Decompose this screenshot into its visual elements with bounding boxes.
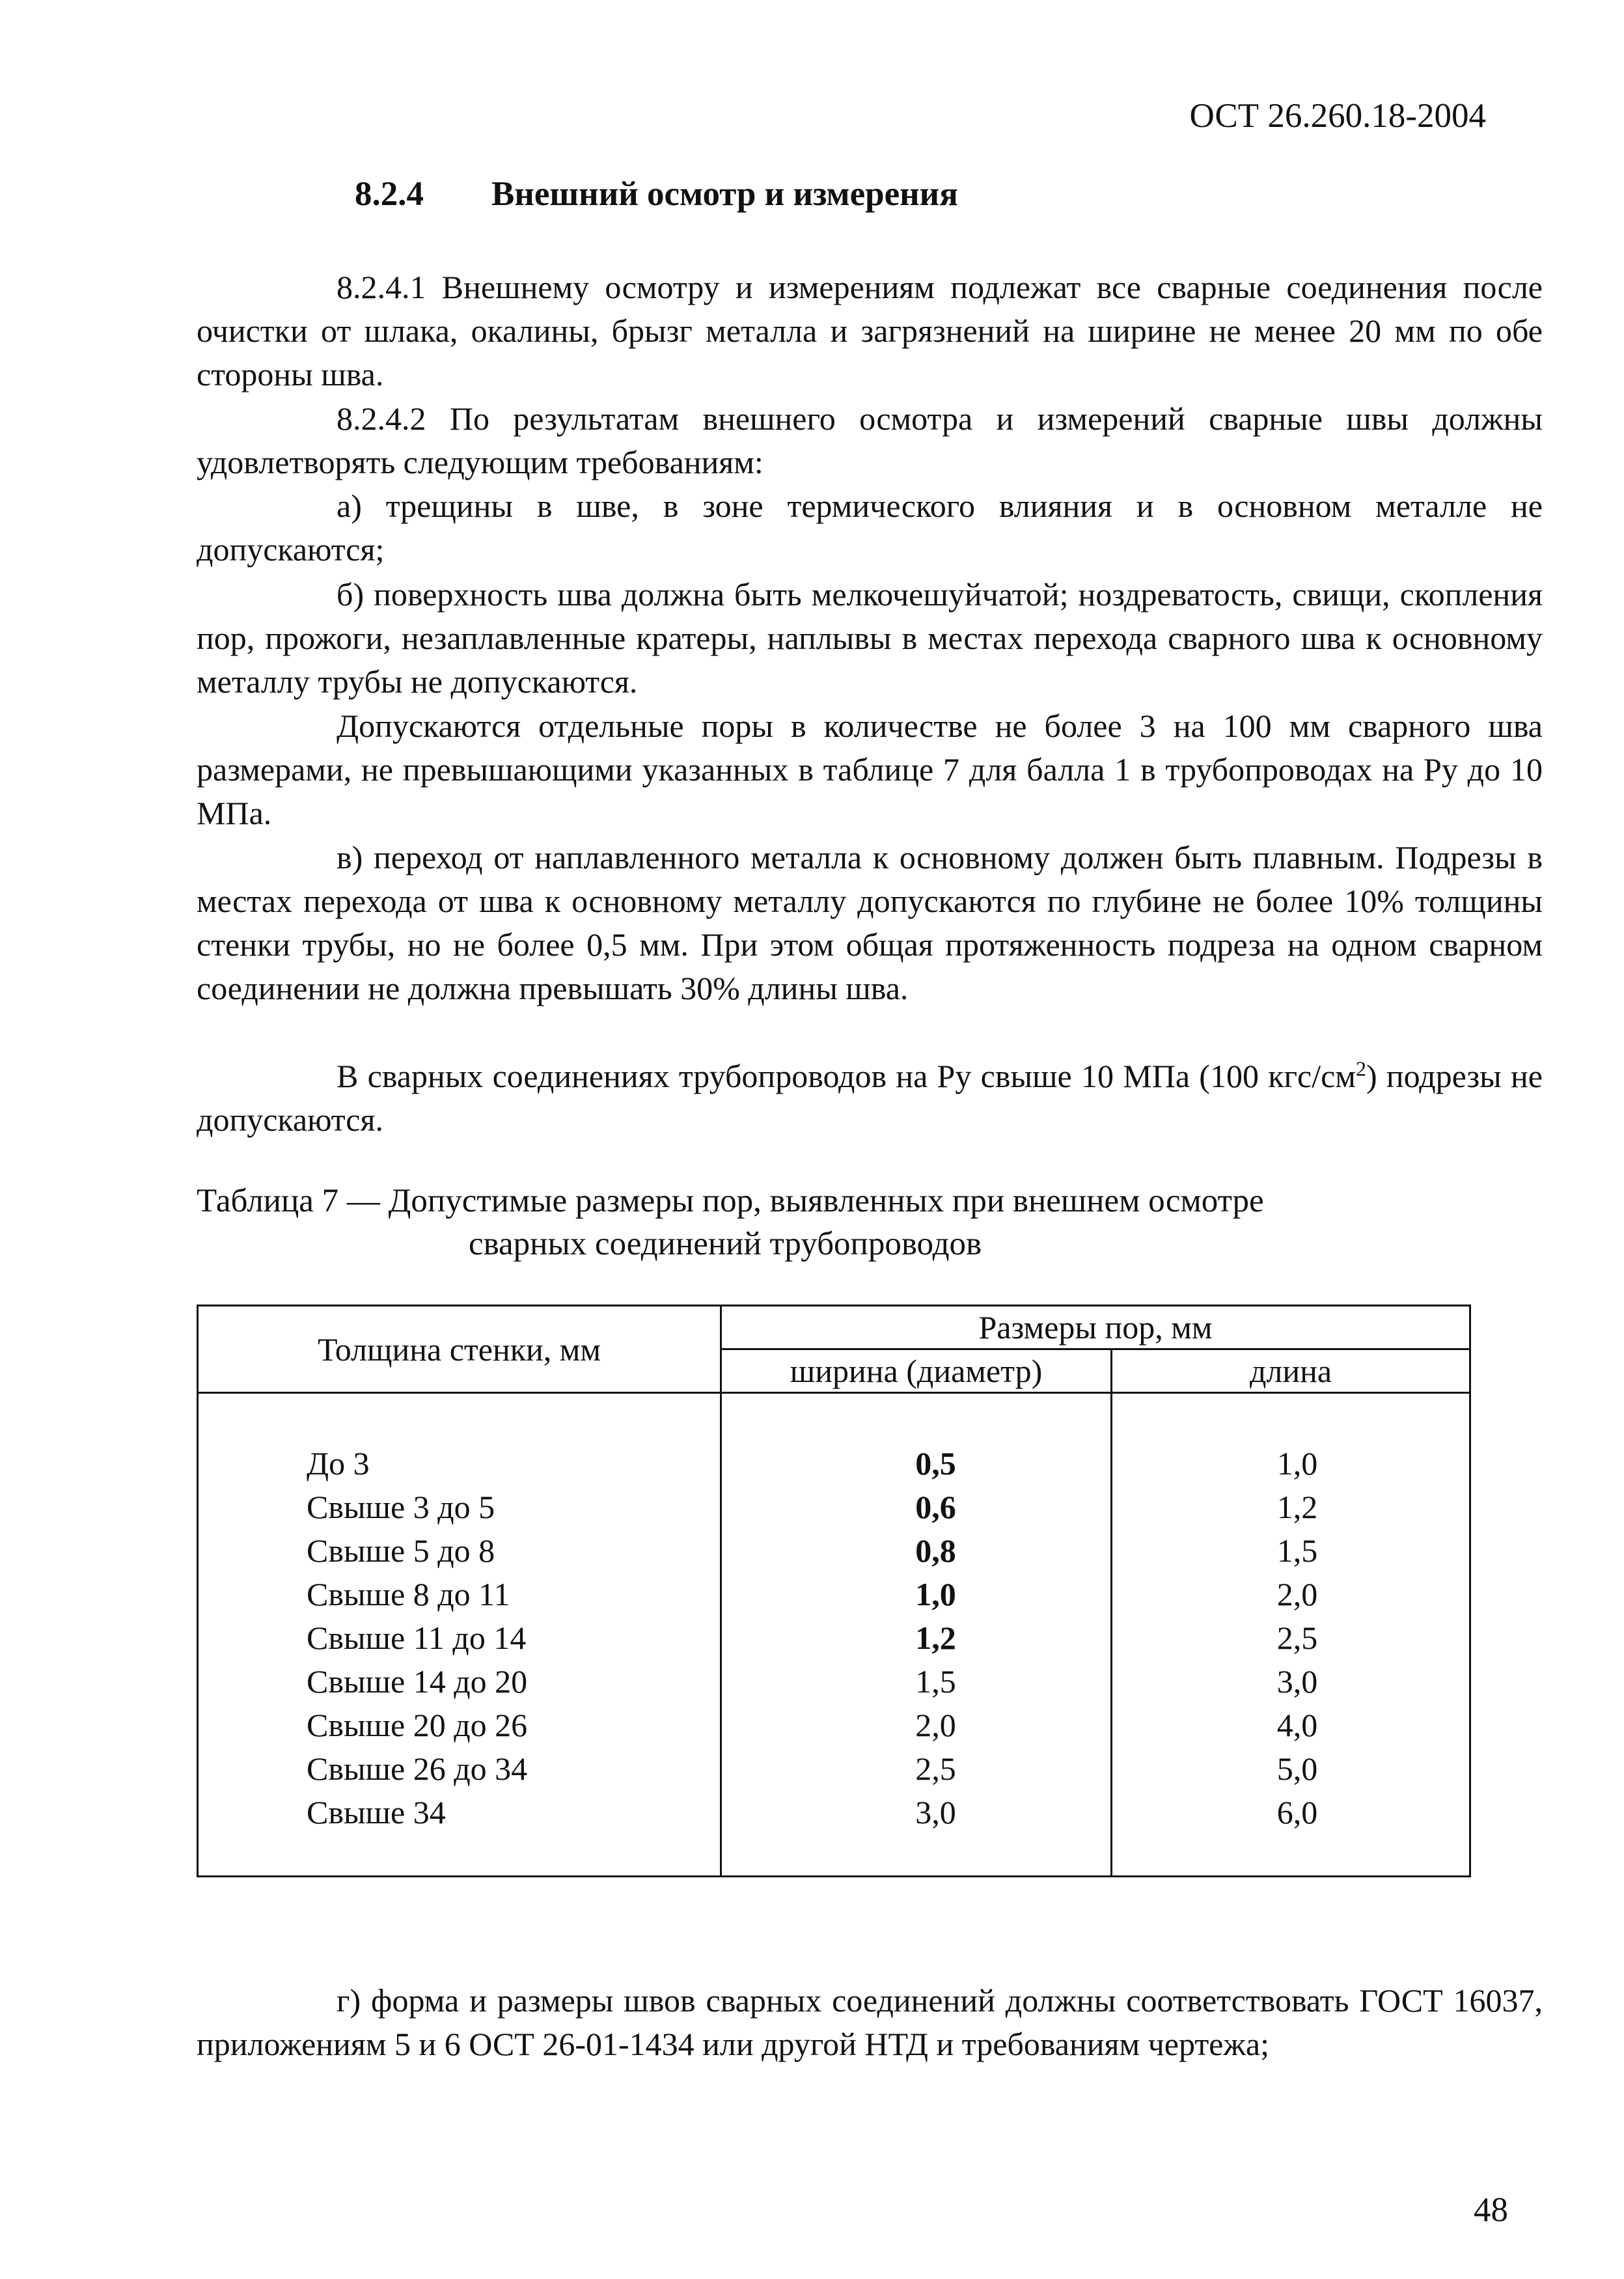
table-row-length: 6,0 — [1276, 1794, 1318, 1830]
paragraph-8-2-4-2: 8.2.4.2 По результатам внешнего осмотра и измерений сварные швы должны удовлетворять следующим требованиям: — [197, 400, 1543, 480]
length-column — [1112, 1393, 1470, 1877]
section-title: Внешний осмотр и измерения — [491, 175, 958, 213]
header-length: длина — [1112, 1349, 1470, 1393]
header-wall-thickness: Толщина стенки, мм — [198, 1306, 721, 1393]
table-row-length: 5,0 — [1276, 1750, 1318, 1787]
table-row-length: 1,0 — [1276, 1445, 1318, 1482]
table-row-thickness: Свыше 34 — [307, 1794, 446, 1830]
table-row-thickness: Свыше 26 до 34 — [307, 1750, 528, 1787]
undercuts-text-end: ) подрезы не допускаются. — [197, 1058, 1543, 1138]
page-number: 48 — [1474, 2191, 1508, 2229]
table-row-thickness: Свыше 5 до 8 — [307, 1532, 495, 1569]
table-row-width: 3,0 — [915, 1794, 956, 1830]
table-row-thickness: Свыше 11 до 14 — [307, 1620, 527, 1656]
table-row-length: 1,5 — [1276, 1532, 1318, 1569]
paragraph-undercuts — [197, 1055, 1543, 1142]
table-row-width: 1,0 — [915, 1576, 956, 1612]
table-row-thickness: Свыше 14 до 20 — [307, 1663, 528, 1700]
table-row-thickness: Свыше 8 до 11 — [307, 1576, 510, 1612]
table-row-width: 1,2 — [915, 1620, 956, 1656]
table-row-width: 0,6 — [915, 1489, 956, 1525]
table-row-thickness: До 3 — [307, 1445, 370, 1482]
thickness-column — [198, 1393, 721, 1877]
table-caption-line1: Таблица 7 — Допустимые размеры пор, выявленных при внешнем осмотре — [197, 1183, 1264, 1219]
superscript-2: 2 — [1355, 1057, 1366, 1081]
paragraph-item-v: в) переход от наплавленного металла к основному должен быть плавным. Подрезы в местах перехода от шва к основному металлу допускаются по глубине не более 10% толщины стенки трубы, но не более 0,5 мм. При этом общая протяженность подреза на одном сварном соединении не должна превышать 30% длины шва. — [197, 839, 1543, 1006]
table-row-width: 2,0 — [915, 1707, 956, 1743]
paragraph-item-b: б) поверхность шва должна быть мелкочешуйчатой; ноздреватость, свищи, скопления пор, прожоги, незаплавленные кратеры, наплывы в местах перехода сварного шва к основному металлу трубы не допускаются. — [197, 576, 1543, 700]
table-row-thickness: Свыше 3 до 5 — [307, 1489, 495, 1525]
table-row-length: 3,0 — [1276, 1663, 1318, 1700]
table-caption-line2: сварных соединений трубопроводов — [469, 1226, 982, 1262]
table-row-length: 2,0 — [1276, 1576, 1318, 1612]
paragraph-pores-allowed: Допускаются отдельные поры в количестве не более 3 на 100 мм сварного шва размерами, не превышающими указанных в таблице 7 для балла 1 в трубопроводах на Ру до 10 МПа. — [197, 708, 1543, 831]
table-row-thickness: Свыше 20 до 26 — [307, 1707, 528, 1743]
table-row-width: 0,5 — [915, 1445, 956, 1482]
header-width: ширина (диаметр) — [721, 1349, 1112, 1393]
section-heading — [355, 174, 958, 214]
paragraph-item-g: г) форма и размеры швов сварных соединений должны соответствовать ГОСТ 16037, приложениям 5 и 6 ОСТ 26-01-1434 или другой НТД и требованиям чертежа; — [197, 1982, 1543, 2062]
table-row-length: 4,0 — [1276, 1707, 1318, 1743]
table-caption — [197, 1180, 1498, 1265]
document-code: ОСТ 26.260.18-2004 — [1189, 97, 1486, 135]
table-row-length: 2,5 — [1276, 1620, 1318, 1656]
table-row-width: 2,5 — [915, 1750, 956, 1787]
header-pore-sizes: Размеры пор, мм — [721, 1306, 1470, 1349]
undercuts-text-start: В сварных соединениях трубопроводов на Ру свыше 10 МПа (100 кгс/см — [337, 1058, 1356, 1094]
section-number: 8.2.4 — [355, 175, 424, 213]
paragraph-8-2-4-1: 8.2.4.1 Внешнему осмотру и измерениям подлежат все сварные соединения после очистки от шлака, окалины, брызг металла и загрязнений на ширине не менее 20 мм по обе стороны шва. — [197, 269, 1543, 393]
pore-size-table — [197, 1305, 1471, 1877]
table-row-width: 0,8 — [915, 1532, 956, 1569]
table-row-width: 1,5 — [915, 1663, 956, 1700]
width-column — [721, 1393, 1112, 1877]
table-row-length: 1,2 — [1276, 1489, 1318, 1525]
paragraph-item-a: а) трещины в шве, в зоне термического влияния и в основном металле не допускаются; — [197, 488, 1543, 568]
